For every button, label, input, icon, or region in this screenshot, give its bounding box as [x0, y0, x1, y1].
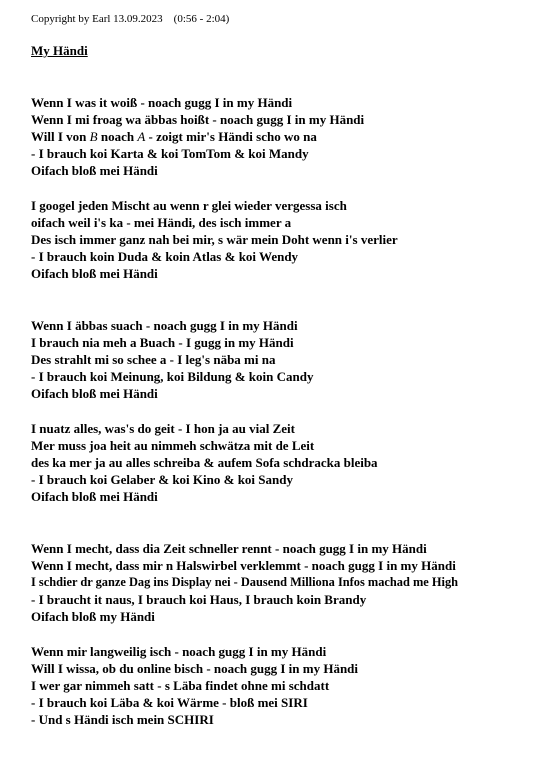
verse-line: [31, 128, 364, 145]
stanza-1: [31, 94, 364, 179]
stanza-3: [31, 317, 313, 402]
verse-line: Oifach bloß mei Händi: [31, 163, 158, 178]
verse-line: Mer muss joa heit au nimmeh schwätza mit de Leit: [31, 438, 315, 453]
verse-line: Oifach bloß mei Händi: [31, 386, 158, 401]
verse-line: - Und s Händi isch mein SCHIRI: [31, 712, 214, 727]
stanza-2: [31, 197, 398, 282]
verse-line: - I brauch koi Meinung, koi Bildung & koin Candy: [31, 369, 314, 384]
verse-line: Wenn mir langweilig isch - noach gugg I in my Händi: [31, 644, 327, 659]
stanza-4: [31, 420, 378, 505]
verse-fragment: - zoigt mir's Händi scho wo na: [145, 129, 317, 144]
verse-line: Des isch immer ganz nah bei mir, s wär mein Doht wenn i's verlier: [31, 232, 398, 247]
verse-line: I wer gar nimmeh satt - s Läba findet ohne mi schdatt: [31, 678, 330, 693]
verse-line: - I brauch koi Gelaber & koi Kino & koi Sandy: [31, 472, 293, 487]
verse-line: oifach weil i's ka - mei Händi, des isch immer a: [31, 215, 292, 230]
verse-line: Will I wissa, ob du online bisch - noach gugg I in my Händi: [31, 661, 359, 676]
place-b: B: [89, 129, 98, 144]
verse-line: Wenn I äbbas suach - noach gugg I in my Händi: [31, 318, 298, 333]
verse-line: - I braucht it naus, I brauch koi Haus, I brauch koin Brandy: [31, 592, 367, 607]
place-a: A: [137, 129, 146, 144]
verse-line: I nuatz alles, was's do geit - I hon ja au vial Zeit: [31, 421, 295, 436]
verse-line: Wenn I was it woiß - noach gugg I in my Händi: [31, 95, 293, 110]
verse-line: Des strahlt mi so schee a - I leg's näba mi na: [31, 352, 276, 367]
verse-line: I googel jeden Mischt au wenn r glei wieder vergessa isch: [31, 198, 347, 213]
stanza-5: [31, 540, 458, 625]
verse-fragment: Will I von: [31, 129, 90, 144]
verse-line: I brauch nia meh a Buach - I gugg in my Händi: [31, 335, 294, 350]
verse-line: - I brauch koin Duda & koin Atlas & koi Wendy: [31, 249, 299, 264]
verse-line: Oifach bloß mei Händi: [31, 489, 158, 504]
verse-line: des ka mer ja au alles schreiba & aufem Sofa schdracka bleiba: [31, 455, 378, 470]
verse-line: - I brauch koi Läba & koi Wärme - bloß mei SIRI: [31, 695, 308, 710]
verse-line: Wenn I mecht, dass mir n Halswirbel verklemmt - noach gugg I in my Händi: [31, 558, 456, 573]
verse-fragment: noach: [97, 129, 138, 144]
page-title: My Händi: [31, 43, 88, 58]
verse-line: Wenn I mi froag wa äbbas hoißt - noach gugg I in my Händi: [31, 112, 365, 127]
verse-line: Oifach bloß mei Händi: [31, 266, 158, 281]
copyright-header: Copyright by Earl 13.09.2023 (0:56 - 2:04): [31, 13, 230, 25]
verse-line: I schdier dr ganze Dag ins Display nei - Dausend Milliona Infos machad me High: [31, 575, 459, 589]
verse-line: - I brauch koi Karta & koi TomTom & koi Mandy: [31, 146, 309, 161]
verse-line: Wenn I mecht, dass dia Zeit schneller rennt - noach gugg I in my Händi: [31, 541, 427, 556]
verse-line: Oifach bloß my Händi: [31, 609, 155, 624]
stanza-6: [31, 643, 358, 728]
